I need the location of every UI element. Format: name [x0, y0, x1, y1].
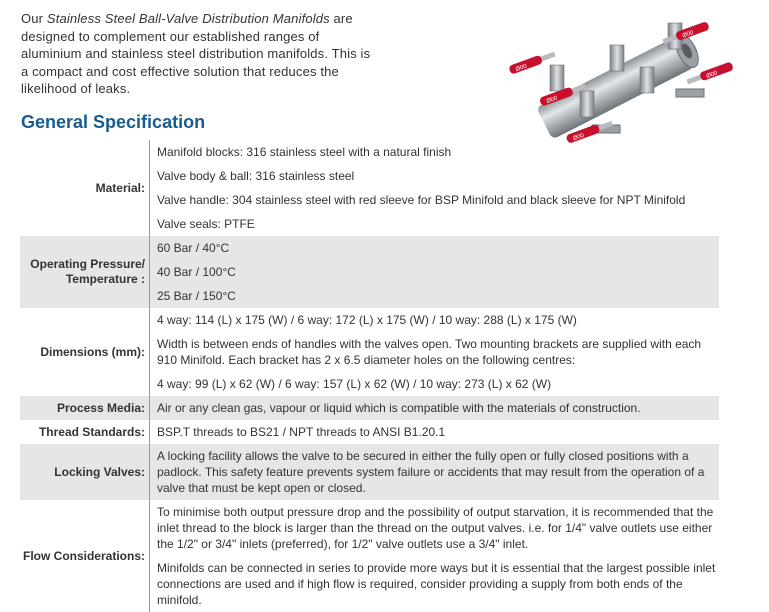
process-media-value [150, 396, 720, 420]
handle-mark-4: Ø00 [681, 29, 695, 40]
flow-line-2: Minifolds can be connected in series to provide more ways but it is essential that the largest possible inlet connections are used and if high flow is required, consider providing a supply from both ends of the minifold. [157, 561, 716, 607]
dimensions-line-2: Width is between ends of handles with the valves open. Two mounting brackets are supplied with each 910 Minifold. Each bracket has 2 x 6.5 diameter holes on the following centres: [157, 337, 702, 367]
row-material [20, 140, 719, 236]
intro-paragraph [21, 10, 373, 98]
pressure-label-line-1: Operating Pressure/ [30, 257, 145, 271]
dimensions-values [150, 308, 720, 396]
specification-table [20, 140, 719, 612]
dimensions-label: Dimensions (mm): [20, 308, 150, 396]
handle-mark-2: Ø00 [545, 95, 559, 106]
process-media-label: Process Media: [20, 396, 150, 420]
handle-mark-1: Ø00 [515, 63, 528, 74]
process-media-text: Air or any clean gas, vapour or liquid which is compatible with the materials of construction. [157, 401, 641, 415]
handle-mark-5: Ø00 [705, 70, 719, 80]
row-pressure [20, 236, 719, 308]
material-line-4: Valve seals: PTFE [157, 217, 255, 231]
material-line-3: Valve handle: 304 stainless steel with red sleeve for BSP Minifold and black sleeve for NPT Minifold [157, 193, 686, 207]
intro-product-name: Stainless Steel Ball-Valve Distribution Manifolds [46, 11, 330, 26]
material-label: Material: [20, 140, 150, 236]
pressure-line-2: 40 Bar / 100°C [157, 265, 236, 279]
flow-considerations-values [150, 500, 720, 612]
intro-text-rest: are designed to complement our established ranges of aluminium and stainless steel distribution manifolds. This is a compact and cost effective solution that reduces the likelihood of leaks. [21, 11, 371, 96]
pressure-line-1: 60 Bar / 40°C [157, 241, 230, 255]
thread-standards-value [150, 420, 720, 444]
material-line-2: Valve body & ball: 316 stainless steel [157, 169, 355, 183]
dimensions-line-3: 4 way: 99 (L) x 62 (W) / 6 way: 157 (L) x 62 (W) / 10 way: 273 (L) x 62 (W) [157, 377, 552, 391]
handle-mark-3: Ø00 [572, 132, 586, 143]
pressure-label [20, 236, 150, 308]
pressure-line-3: 25 Bar / 150°C [157, 289, 236, 303]
row-process-media [20, 396, 719, 420]
material-line-1: Manifold blocks: 316 stainless steel with a natural finish [157, 145, 452, 159]
flow-considerations-label: Flow Considerations: [20, 500, 150, 612]
locking-valves-value [150, 444, 720, 500]
dimensions-line-1: 4 way: 114 (L) x 175 (W) / 6 way: 172 (L) x 175 (W) / 10 way: 288 (L) x 175 (W) [157, 313, 577, 327]
pressure-label-line-2: Temperature : [65, 272, 145, 286]
locking-valves-text: A locking facility allows the valve to be secured in either the fully open or fully closed positions with a padlock. This safety feature prevents system failure or accidents that may result from the operation of a valve that must be kept open or closed. [157, 449, 705, 495]
thread-standards-text: BSP.T threads to BS21 / NPT threads to ANSI B1.20.1 [157, 425, 446, 439]
row-locking-valves [20, 444, 719, 500]
row-flow-considerations [20, 500, 719, 612]
row-dimensions [20, 308, 719, 396]
thread-standards-label: Thread Standards: [20, 420, 150, 444]
pressure-values [150, 236, 720, 308]
section-heading: General Specification [21, 112, 206, 132]
flow-line-1: To minimise both output pressure drop and the possibility of output starvation, it is recommended that the inlet thread to the block is larger than the thread on the output valves. i.e. for 1/4" valve outlets use either the 1/2" or 3/4" inlets (preferred), for 1/2" valve outlets use a 3/4" inlet. [157, 505, 714, 551]
intro-text-start: Our [21, 11, 47, 26]
material-values [150, 140, 720, 236]
locking-valves-label: Locking Valves: [20, 444, 150, 500]
row-thread-standards [20, 420, 719, 444]
